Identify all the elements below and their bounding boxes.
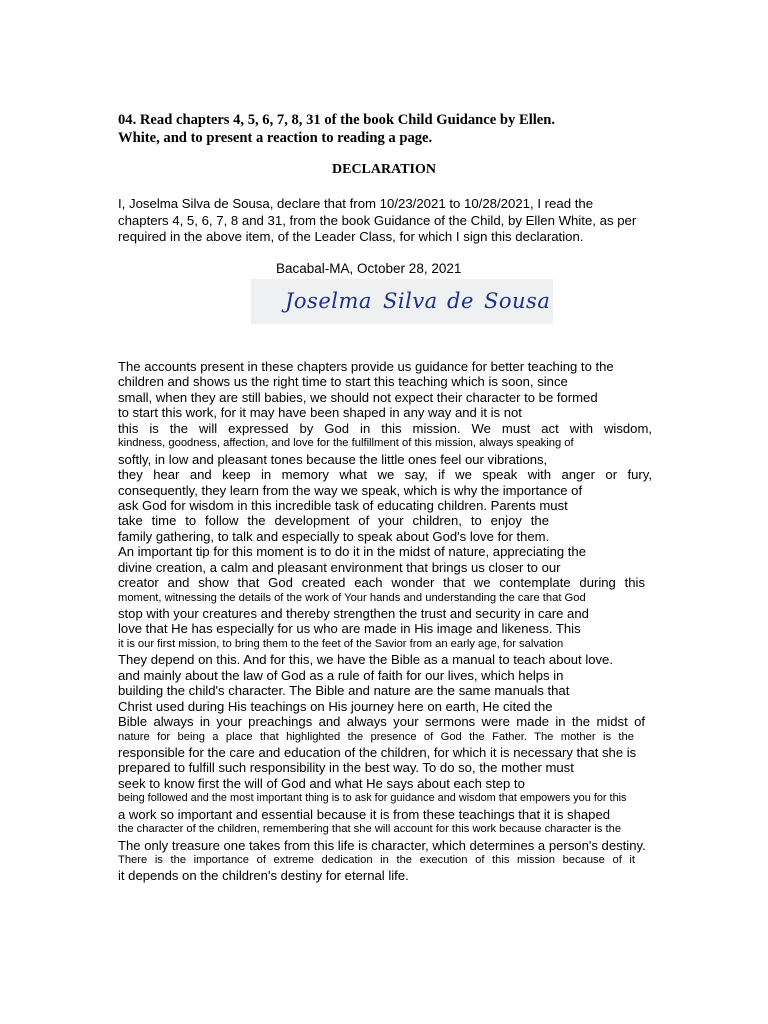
place-date: Bacabal-MA, October 28, 2021 xyxy=(276,261,462,276)
heading-line-1: 04. Read chapters 4, 5, 6, 7, 8, 31 of the book Child Guidance by Ellen. xyxy=(118,112,556,128)
body-line: and mainly about the law of God as a rule of faith for our lives, which helps in xyxy=(118,667,564,683)
body-line: it is our first mission, to bring them to the feet of the Savior from an early age, for salvation xyxy=(118,637,564,650)
signature-text: Silva xyxy=(383,289,438,313)
signature-graphic xyxy=(251,279,553,324)
body-line: The accounts present in these chapters provide us guidance for better teaching to the xyxy=(118,359,614,374)
body-line: consequently, they learn from the way we speak, which is why the importance of xyxy=(118,482,583,498)
body-line: family gathering, to talk and especially to speak about God's love for them. xyxy=(118,528,550,544)
body-line: There is the importance of extreme dedication in the execution of this mission because of it xyxy=(118,854,635,866)
body-line: building the child's character. The Bible and nature are the same manuals that xyxy=(118,683,570,699)
body-line: the character of the children, remembering that she will account for this work because character is the xyxy=(118,823,622,836)
body-line: to start this work, for it may have been shaped in any way and it is not xyxy=(118,405,522,421)
declaration-line: I, Joselma Silva de Sousa, declare that from 10/23/2021 to 10/28/2021, I read the xyxy=(118,196,594,211)
heading-line-2: White, and to present a reaction to reading a page. xyxy=(118,130,433,146)
signature-text: Joselma xyxy=(285,289,372,313)
body-line: creator and show that God created each wonder that we contemplate during this xyxy=(118,575,645,591)
body-line: prepared to fulfill such responsibility in the best way. To do so, the mother must xyxy=(118,760,574,776)
signature-text: de xyxy=(447,289,474,313)
body-line: The only treasure one takes from this life is character, which determines a person's destiny. xyxy=(118,837,646,853)
body-line: responsible for the care and education of the children, for which it is necessary that she is xyxy=(118,744,637,760)
body-line: love that He has especially for us who are made in His image and likeness. This xyxy=(118,621,581,637)
body-line: An important tip for this moment is to do it in the midst of nature, appreciating the xyxy=(118,544,586,560)
reaction-text xyxy=(118,359,652,884)
declaration-line: chapters 4, 5, 6, 7, 8 and 31, from the book Guidance of the Child, by Ellen White, as per xyxy=(118,212,637,228)
body-line: stop with your creatures and thereby strengthen the trust and security in care and xyxy=(118,606,589,621)
declaration-title: DECLARATION xyxy=(332,162,436,177)
declaration-line: required in the above item, of the Leader Class, for which I sign this declaration. xyxy=(118,229,584,244)
body-line: they hear and keep in memory what we say, if we speak with anger or fury, xyxy=(118,467,652,483)
body-line: Christ used during His teachings on His journey here on earth, He cited the xyxy=(118,698,553,714)
body-line: softly, in low and pleasant tones because the little ones feel our vibrations, xyxy=(118,451,548,467)
body-line: it depends on the children's destiny for eternal life. xyxy=(118,868,409,884)
signature-text: Sousa xyxy=(484,289,551,313)
body-line: children and shows us the right time to start this teaching which is soon, since xyxy=(118,374,568,390)
body-line: divine creation, a calm and pleasant environment that brings us closer to our xyxy=(118,559,561,575)
body-line: a work so important and essential because it is from these teachings that it is shaped xyxy=(118,806,611,822)
assignment-heading xyxy=(118,111,555,147)
body-line: take time to follow the development of your children, to enjoy the xyxy=(118,513,549,529)
body-line: Bible always in your preachings and always your sermons were made in the midst of xyxy=(118,714,645,730)
body-line: nature for being a place that highlighted the presence of God the Father. The mother is the xyxy=(118,730,634,743)
body-line: this is the will expressed by God in this mission. We must act with wisdom, xyxy=(118,420,652,436)
body-line: moment, witnessing the details of the work of Your hands and understanding the care that God xyxy=(118,591,586,604)
body-line: They depend on this. And for this, we have the Bible as a manual to teach about love. xyxy=(118,652,613,668)
body-line: being followed and the most important thing is to ask for guidance and wisdom that empowers you for this xyxy=(118,792,627,805)
body-line: kindness, goodness, affection, and love for the fulfillment of this mission, always speaking of xyxy=(118,437,574,450)
body-line: small, when they are still babies, we should not expect their character to be formed xyxy=(118,389,598,405)
body-line: ask God for wisdom in this incredible task of educating children. Parents must xyxy=(118,497,568,513)
body-line: seek to know first the will of God and what He says about each step to xyxy=(118,775,525,791)
signature-image xyxy=(251,279,553,324)
declaration-text xyxy=(118,196,658,246)
